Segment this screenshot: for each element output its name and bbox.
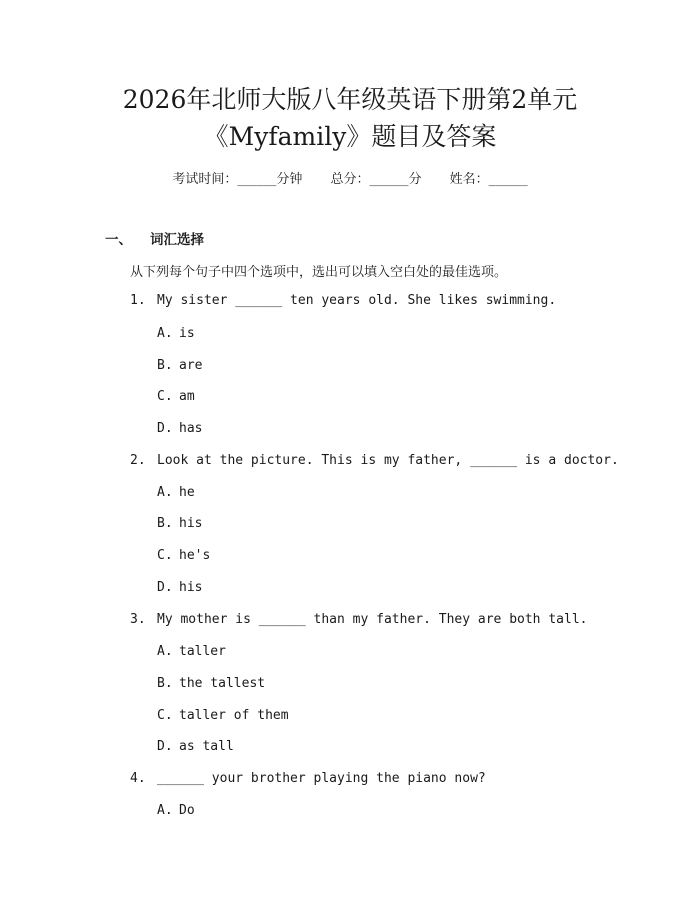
question-3: [130, 612, 587, 627]
question-number: 3.: [130, 612, 146, 627]
option-letter: A.: [157, 485, 173, 500]
section-heading: [105, 228, 204, 248]
option-text: has: [179, 421, 203, 436]
option-item: [157, 485, 195, 500]
option-letter: A.: [157, 803, 173, 818]
option-letter: A.: [157, 326, 173, 341]
option-letter: C.: [157, 708, 173, 723]
option-item: [157, 358, 202, 373]
option-letter: D.: [157, 739, 173, 754]
section-number: 一、: [105, 232, 132, 248]
exam-meta: [0, 168, 700, 187]
exam-total-score: 总分：______分: [330, 172, 422, 187]
option-letter: B.: [157, 516, 173, 531]
document-title-line-2: 《Myfamily》题目及答案: [203, 122, 497, 151]
option-item: [157, 739, 234, 754]
option-item: [157, 580, 202, 595]
exam-time: 考试时间：______分钟: [172, 172, 303, 187]
option-item: [157, 326, 195, 341]
question-text: Look at the picture. This is my father, ______ is a doctor.: [157, 453, 619, 468]
option-item: [157, 803, 195, 818]
option-item: [157, 389, 195, 404]
section-title: 词汇选择: [150, 232, 204, 248]
option-letter: B.: [157, 676, 173, 691]
option-text: he's: [179, 548, 211, 563]
document-title-line-1: 2026年北师大版八年级英语下册第2单元: [122, 85, 578, 114]
option-letter: C.: [157, 389, 173, 404]
option-item: [157, 644, 226, 659]
option-letter: D.: [157, 421, 173, 436]
option-text: am: [179, 389, 195, 404]
option-text: he: [179, 485, 195, 500]
question-2: [130, 453, 619, 468]
option-text: taller: [179, 644, 226, 659]
option-text: the tallest: [179, 676, 266, 691]
question-1: [130, 293, 556, 308]
option-item: [157, 516, 202, 531]
option-text: as tall: [179, 739, 234, 754]
section-instruction: 从下列每个句子中四个选项中，选出可以填入空白处的最佳选项。: [130, 265, 508, 280]
question-number: 2.: [130, 453, 146, 468]
option-letter: A.: [157, 644, 173, 659]
option-letter: B.: [157, 358, 173, 373]
option-text: is: [179, 326, 195, 341]
option-text: are: [179, 358, 203, 373]
question-text: My sister ______ ten years old. She likes swimming.: [157, 293, 557, 308]
option-item: [157, 676, 265, 691]
question-number: 1.: [130, 293, 146, 308]
option-text: Do: [179, 803, 195, 818]
option-text: his: [179, 580, 203, 595]
exam-name-field: 姓名：______: [449, 172, 528, 187]
option-text: his: [179, 516, 203, 531]
option-item: [157, 421, 202, 436]
option-letter: D.: [157, 580, 173, 595]
option-letter: C.: [157, 548, 173, 563]
option-item: [157, 548, 210, 563]
question-text: ______ your brother playing the piano now?: [157, 771, 486, 786]
question-text: My mother is ______ than my father. They are both tall.: [157, 612, 588, 627]
question-number: 4.: [130, 771, 146, 786]
option-text: taller of them: [179, 708, 289, 723]
option-item: [157, 708, 289, 723]
question-4: [130, 771, 486, 786]
